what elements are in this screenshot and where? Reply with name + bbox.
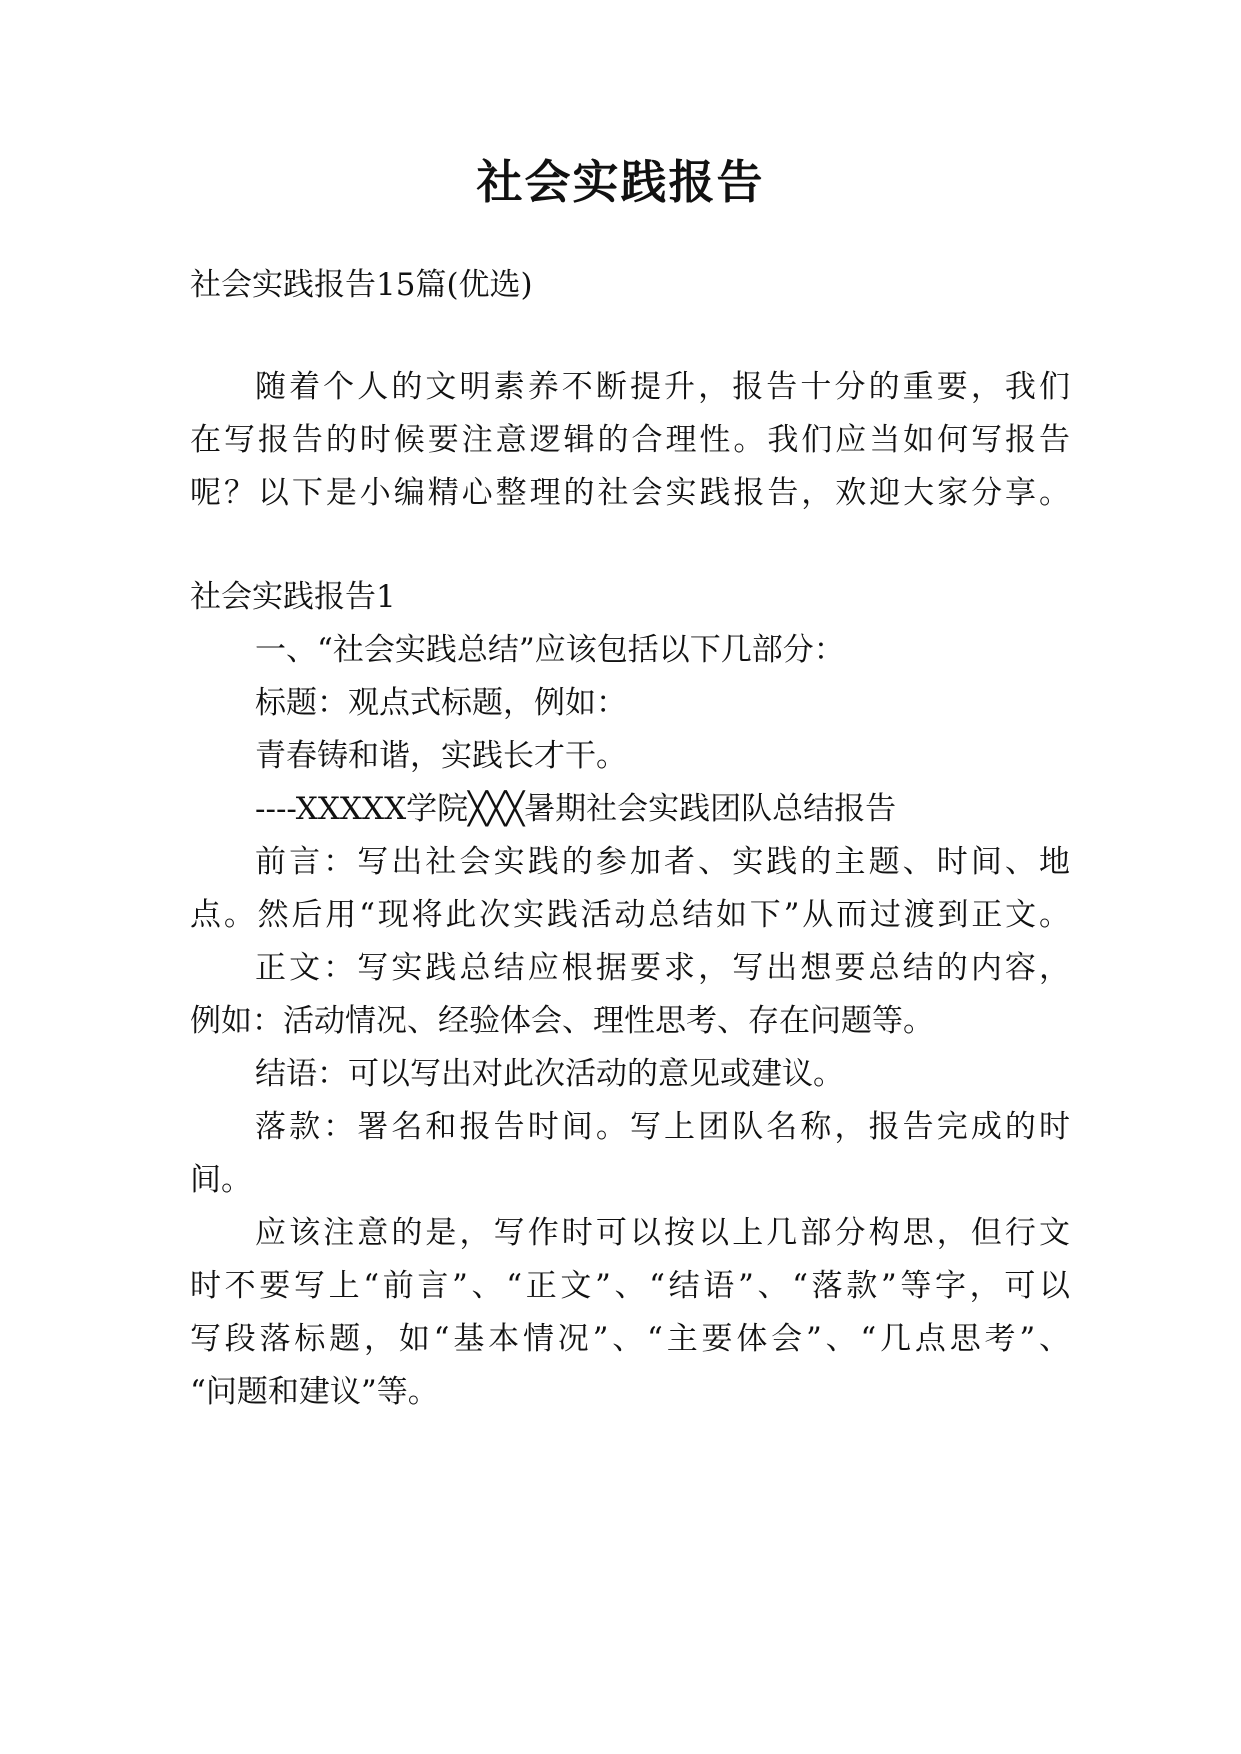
paragraph-line: 点。然后用“现将此次实践活动总结如下”从而过渡到正文。 <box>190 897 1070 933</box>
paragraph-line: 前言：写出社会实践的参加者、实践的主题、时间、地 <box>255 844 1070 880</box>
paragraph-line: 例如：活动情况、经验体会、理性思考、存在问题等。 <box>190 1003 934 1039</box>
paragraph-line: 呢？以下是小编精心整理的社会实践报告，欢迎大家分享。 <box>190 475 1070 511</box>
paragraph-line: 一、“社会实践总结”应该包括以下几部分： <box>255 632 845 668</box>
paragraph-line: 青春铸和谐，实践长才干。 <box>255 738 627 774</box>
paragraph-line: 正文：写实践总结应根据要求，写出想要总结的内容， <box>255 950 1070 986</box>
paragraph-line: 在写报告的时候要注意逻辑的合理性。我们应当如何写报告 <box>190 422 1070 458</box>
section-heading: 社会实践报告1 <box>190 579 396 615</box>
paragraph-line: ----XXXXX学院╳╳╳暑期社会实践团队总结报告 <box>255 791 897 827</box>
paragraph-line: 随着个人的文明素养不断提升，报告十分的重要，我们 <box>255 369 1070 405</box>
paragraph-line: 应该注意的是，写作时可以按以上几部分构思，但行文 <box>255 1215 1070 1251</box>
document-title: 社会实践报告 <box>476 155 765 209</box>
paragraph-line: 结语：可以写出对此次活动的意见或建议。 <box>255 1056 844 1092</box>
paragraph-line: 写段落标题，如“基本情况”、“主要体会”、“几点思考”、 <box>190 1321 1070 1357</box>
paragraph-line: 间。 <box>190 1162 252 1198</box>
paragraph-line: 时不要写上“前言”、“正文”、“结语”、“落款”等字，可以 <box>190 1268 1070 1304</box>
paragraph-line: “问题和建议”等。 <box>190 1374 439 1410</box>
paragraph-line: 标题：观点式标题，例如： <box>255 685 627 721</box>
document-subtitle: 社会实践报告15篇(优选) <box>190 267 533 303</box>
paragraph-line: 落款：署名和报告时间。写上团队名称，报告完成的时 <box>255 1109 1070 1145</box>
